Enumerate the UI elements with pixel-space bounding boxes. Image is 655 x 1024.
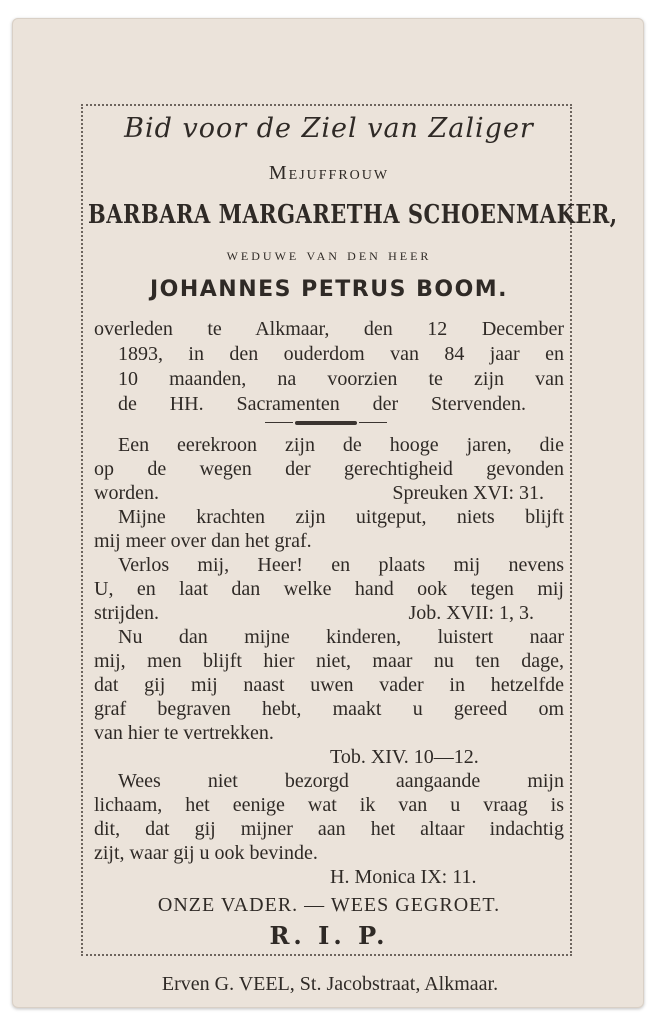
verse-line: zijt, waar gij u ook bevinde. — [94, 842, 318, 864]
printer-imprint: Erven G. VEEL, St. Jacobstraat, Alkmaar. — [161, 973, 499, 995]
verse-line: Nu dan mijne kinderen, luistert naar — [118, 626, 564, 648]
death-notice-line: 1893, in den ouderdom van 84 jaar en — [118, 343, 564, 365]
verse-text: strijden. — [94, 602, 159, 624]
verse-reference: Job. XVII: 1, 3. — [408, 602, 534, 624]
prayers-line: ONZE VADER. — WEES GEGROET. — [157, 894, 501, 916]
verse-line: Wees niet bezorgd aangaande mijn — [118, 770, 564, 792]
death-notice-line: 10 maanden, na voorzien te zijn van — [118, 368, 564, 390]
deceased-name: BARBARA MARGARETHA SCHOENMAKER, — [88, 197, 618, 229]
death-notice-line: de HH. Sacramenten der Stervenden. — [118, 393, 526, 415]
verse-reference: Tob. XIV. 10—12. — [330, 746, 479, 768]
verse-line: U, en laat dan welke hand ook tegen mij — [94, 578, 564, 600]
verse-line: Verlos mij, Heer! en plaats mij nevens — [118, 554, 564, 576]
verse-line: Een eerekroon zijn de hooge jaren, die — [118, 434, 564, 456]
verse-reference: H. Monica IX: 11. — [330, 866, 477, 888]
spouse-name: JOHANNES PETRUS BOOM. — [149, 277, 509, 302]
verse-line: van hier te vertrekken. — [94, 722, 274, 744]
verse-reference: Spreuken XVI: 31. — [392, 482, 544, 504]
verse-line: Mijne krachten zijn uitgeput, niets blijft — [118, 506, 564, 528]
header-script: Bid voor de Ziel van Zaliger — [124, 113, 534, 144]
verse-text: worden. — [94, 482, 159, 504]
relation-text: weduwe van den heer — [226, 245, 432, 264]
verse-line: mij meer over dan het graf. — [94, 530, 312, 552]
verse-line-with-ref — [94, 482, 564, 504]
rip-text: R. I. P. — [269, 921, 389, 950]
verse-line: dat gij mij naast uwen vader in hetzelfde — [94, 674, 564, 696]
verse-line: graf begraven hebt, maakt u gereed om — [94, 698, 564, 720]
verse-line: op de wegen der gerechtigheid gevonden — [94, 458, 564, 480]
verse-line-with-ref — [94, 602, 564, 624]
verse-line: lichaam, het eenige wat ik van u vraag is — [94, 794, 564, 816]
verse-line: dit, dat gij mijner aan het altaar indachtig — [94, 818, 564, 840]
verse-line: mij, men blijft hier niet, maar nu ten dage, — [94, 650, 564, 672]
title-prefix: Mejuffrouw — [268, 162, 390, 184]
death-notice-line: overleden te Alkmaar, den 12 December — [94, 318, 564, 340]
divider-ornament — [295, 421, 357, 425]
